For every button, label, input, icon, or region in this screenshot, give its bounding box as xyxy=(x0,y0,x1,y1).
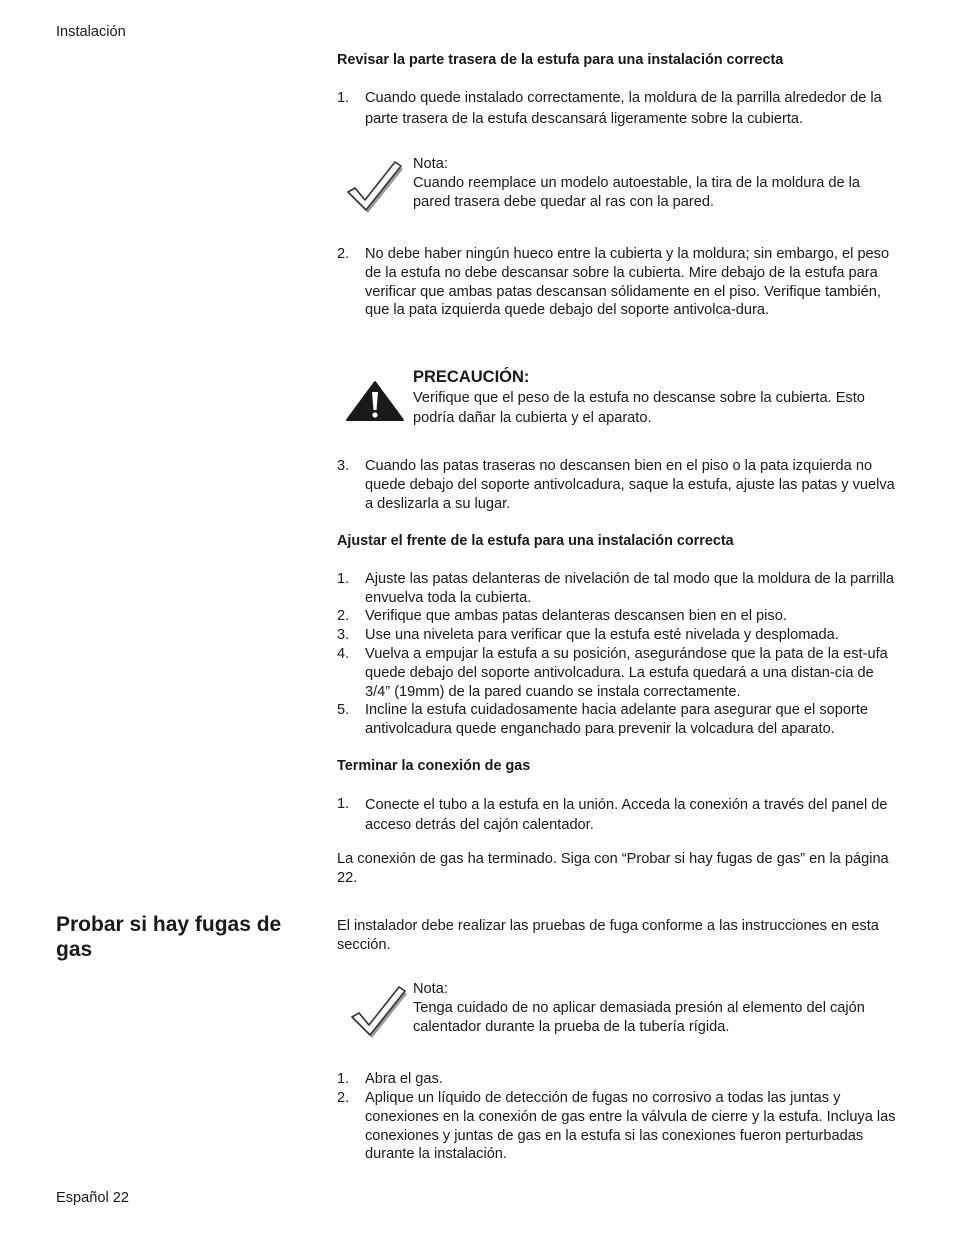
list-text: Ajuste las patas delanteras de nivelación de tal modo que la moldura de la parrilla envuelva toda la cubierta. xyxy=(365,571,894,606)
section-heading-front: Ajustar el frente de la estufa para una instalación correcta xyxy=(337,533,734,549)
list-number: 1. xyxy=(337,90,350,106)
intro-paragraph: El instalador debe realizar las pruebas de fuga conforme a las instrucciones en esta sección. xyxy=(337,918,879,953)
list-number: 1. xyxy=(337,796,350,812)
list-number: 3. xyxy=(337,627,350,643)
list-number: 1. xyxy=(337,1071,350,1087)
caution-text: Verifique que el peso de la estufa no descanse sobre la cubierta. Esto podría dañar la cubierta y el aparato. xyxy=(413,390,865,426)
list-text: No debe haber ningún hueco entre la cubierta y la moldura; sin embargo, el peso de la estufa no debe descansar sobre la cubierta. Mire debajo de la estufa para verificar que ambas patas descansan sólidamente en el piso. Verifique también, que la pata izquierda quede debajo del soporte antivolca-dura. xyxy=(365,246,890,319)
list-text: Conecte el tubo a la estufa en la unión. Acceda la conexión a través del panel de acceso detrás del cajón calentador. xyxy=(365,797,888,833)
note-text: Tenga cuidado de no aplicar demasiada presión al elemento del cajón calentador durante la prueba de la tubería rígida. xyxy=(413,1000,865,1035)
note-label: Nota: xyxy=(413,156,448,172)
note-label: Nota: xyxy=(413,981,448,997)
checkmark-icon xyxy=(347,983,409,1039)
note-text: Cuando reemplace un modelo autoestable, la tira de la moldura de la pared trasera debe quedar al ras con la pared. xyxy=(413,175,861,210)
list-text: Cuando quede instalado correctamente, la moldura de la parrilla alrededor de la parte trasera de la estufa descansará ligeramente sobre la cubierta. xyxy=(365,90,882,127)
section-title-leak-test: Probar si hay fugas de gas xyxy=(56,913,282,961)
list-number: 1. xyxy=(337,571,350,587)
caution-title: PRECAUCIÓN: xyxy=(413,368,530,386)
list-text: Cuando las patas traseras no descansen bien en el piso o la pata izquierda no quede debajo del soporte antivolcadura, saque la estufa, ajuste las patas y vuelva a deslizarla a su lugar. xyxy=(365,458,895,512)
section-heading-rear: Revisar la parte trasera de la estufa para una instalación correcta xyxy=(337,52,784,68)
list-text: Abra el gas. xyxy=(365,1071,443,1087)
list-number: 5. xyxy=(337,702,350,718)
list-text: Incline la estufa cuidadosamente hacia adelante para asegurar que el soporte antivolcadura quede enganchado para prevenir la volcadura del aparato. xyxy=(365,702,869,737)
list-number: 2. xyxy=(337,1090,350,1106)
warning-triangle-icon xyxy=(345,380,405,422)
list-text: Use una niveleta para verificar que la estufa esté nivelada y desplomada. xyxy=(365,627,839,643)
closing-paragraph: La conexión de gas ha terminado. Siga con “Probar si hay fugas de gas” en la página 22. xyxy=(337,851,889,886)
list-text: Aplique un líquido de detección de fugas no corrosivo a todas las juntas y conexiones en la conexión de gas entre la válvula de cierre y la estufa. Incluya las conexiones y juntas de gas en la estufa si las conexiones fueron perturbadas durante la instalación. xyxy=(365,1090,896,1163)
section-heading-gas: Terminar la conexión de gas xyxy=(337,758,531,774)
page-footer: Español 22 xyxy=(56,1190,130,1206)
list-text: Verifique que ambas patas delanteras descansen bien en el piso. xyxy=(365,608,787,624)
list-number: 2. xyxy=(337,246,350,262)
list-number: 2. xyxy=(337,608,350,624)
list-text: Vuelva a empujar la estufa a su posición, asegurándose que la pata de la est-ufa quede debajo del soporte antivolcadura. La estufa quedará a una distan-cia de 3/4” (19mm) de la pared cuando se instala correctamente. xyxy=(365,646,888,700)
running-header: Instalación xyxy=(56,24,126,40)
list-number: 3. xyxy=(337,458,350,474)
checkmark-icon xyxy=(343,158,405,214)
list-number: 4. xyxy=(337,646,350,662)
